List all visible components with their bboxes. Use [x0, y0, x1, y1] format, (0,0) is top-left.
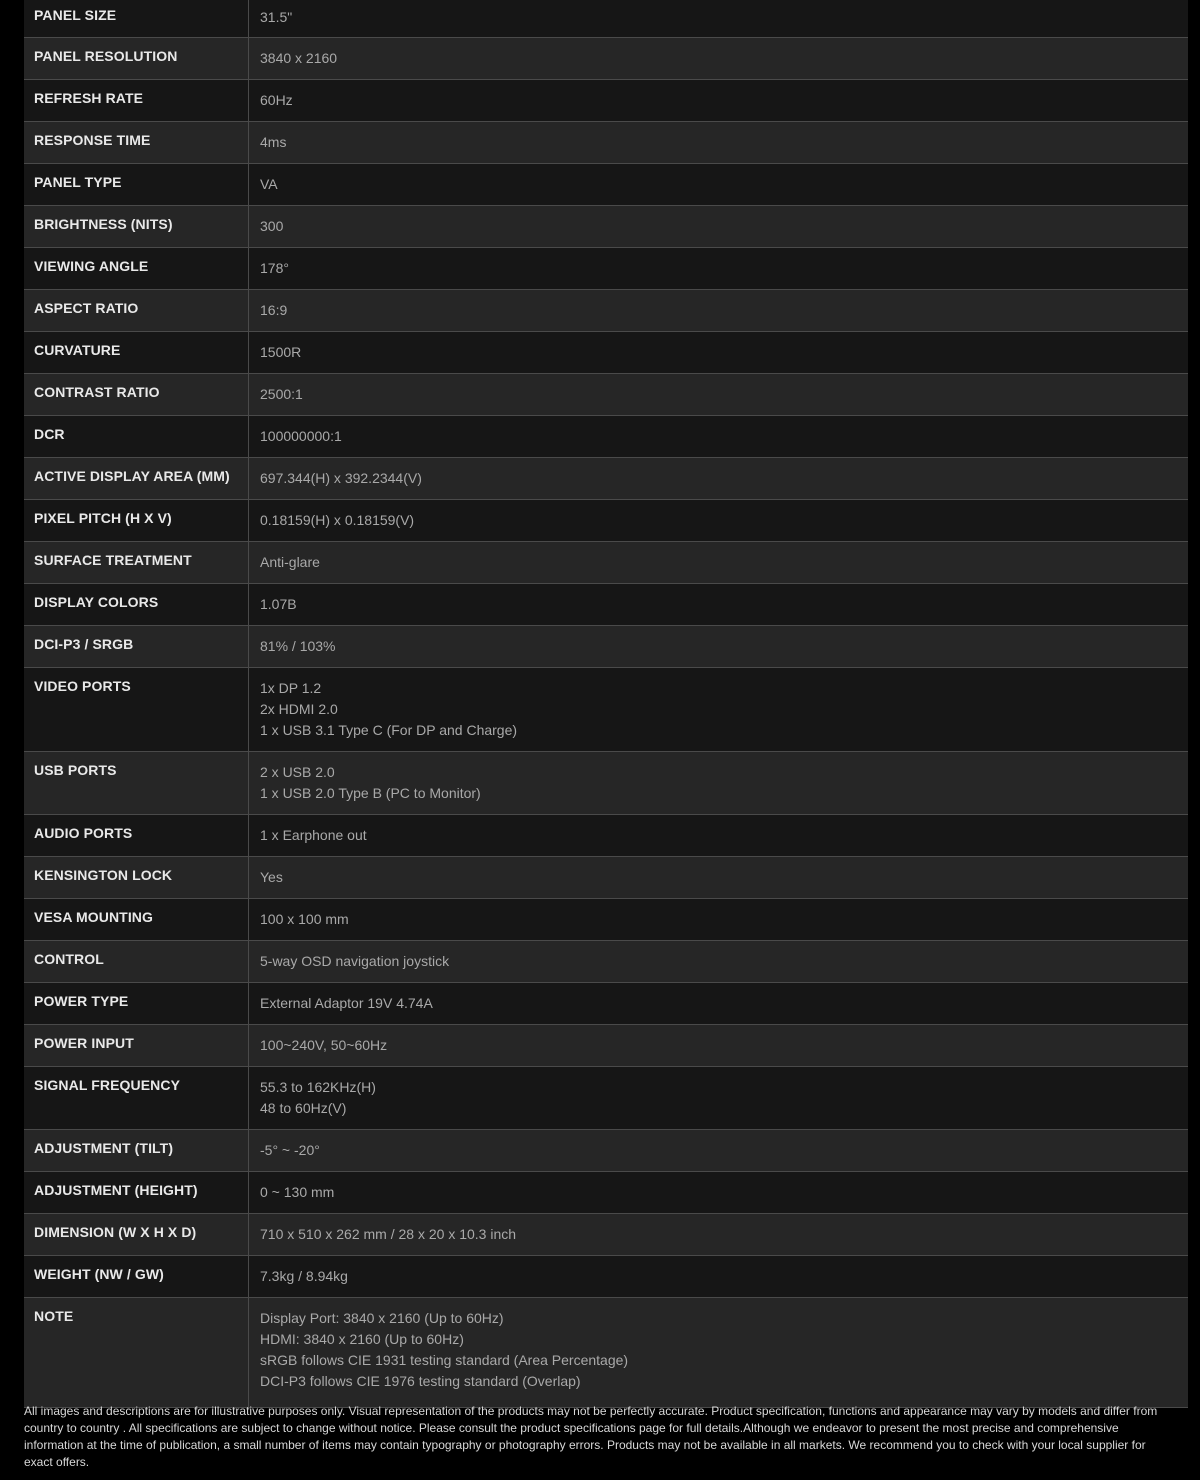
spec-value	[249, 941, 1188, 982]
spec-row	[24, 1172, 1188, 1214]
spec-value	[249, 164, 1188, 205]
spec-row	[24, 815, 1188, 857]
spec-value-line: 1.07B	[260, 596, 297, 612]
spec-value-line: 81% / 103%	[260, 638, 336, 654]
spec-value-line: 710 x 510 x 262 mm / 28 x 20 x 10.3 inch	[260, 1226, 517, 1242]
spec-value-line: 1 x USB 3.1 Type C (For DP and Charge)	[260, 722, 518, 738]
spec-value	[249, 1298, 1188, 1407]
spec-value	[249, 1025, 1188, 1066]
spec-row	[24, 290, 1188, 332]
spec-value-line: 31.5"	[260, 9, 293, 25]
spec-row	[24, 941, 1188, 983]
spec-value-line: 100~240V, 50~60Hz	[260, 1037, 388, 1053]
spec-value	[249, 500, 1188, 541]
spec-value	[249, 290, 1188, 331]
spec-label: CURVATURE	[24, 332, 249, 373]
spec-value-line: 697.344(H) x 392.2344(V)	[260, 470, 422, 486]
spec-value-line: 178°	[260, 260, 289, 276]
spec-value	[249, 752, 1188, 814]
spec-value-line: 300	[260, 218, 284, 234]
spec-label: VIDEO PORTS	[24, 668, 249, 751]
spec-row	[24, 1298, 1188, 1408]
spec-value-line: 16:9	[260, 302, 288, 318]
spec-row	[24, 206, 1188, 248]
spec-row	[24, 248, 1188, 290]
spec-value-line: External Adaptor 19V 4.74A	[260, 995, 433, 1011]
spec-value-line: 2500:1	[260, 386, 303, 402]
spec-value	[249, 1172, 1188, 1213]
spec-value-line: 1x DP 1.2	[260, 680, 322, 696]
spec-value	[249, 1067, 1188, 1129]
spec-value	[249, 584, 1188, 625]
spec-value	[249, 899, 1188, 940]
spec-label: DISPLAY COLORS	[24, 584, 249, 625]
spec-label: RESPONSE TIME	[24, 122, 249, 163]
spec-label: SIGNAL FREQUENCY	[24, 1067, 249, 1129]
spec-value	[249, 1214, 1188, 1255]
spec-label: CONTROL	[24, 941, 249, 982]
spec-row	[24, 752, 1188, 815]
spec-label: PANEL RESOLUTION	[24, 38, 249, 79]
spec-value	[249, 374, 1188, 415]
spec-row	[24, 1025, 1188, 1067]
spec-row	[24, 1214, 1188, 1256]
spec-label: AUDIO PORTS	[24, 815, 249, 856]
spec-value-line: Anti-glare	[260, 554, 320, 570]
spec-label: ACTIVE DISPLAY AREA (MM)	[24, 458, 249, 499]
spec-label: CONTRAST RATIO	[24, 374, 249, 415]
spec-value-line: 1 x Earphone out	[260, 827, 367, 843]
spec-value-line: 1 x USB 2.0 Type B (PC to Monitor)	[260, 785, 481, 801]
spec-label: NOTE	[24, 1298, 249, 1407]
spec-value	[249, 248, 1188, 289]
spec-row	[24, 1256, 1188, 1298]
spec-label: DIMENSION (W X H X D)	[24, 1214, 249, 1255]
spec-label: PANEL TYPE	[24, 164, 249, 205]
spec-row	[24, 584, 1188, 626]
spec-value-line: 55.3 to 162KHz(H)	[260, 1079, 376, 1095]
spec-value-line: 7.3kg / 8.94kg	[260, 1268, 348, 1284]
spec-label: VESA MOUNTING	[24, 899, 249, 940]
spec-label: DCI-P3 / SRGB	[24, 626, 249, 667]
spec-value-line: 100000000:1	[260, 428, 342, 444]
spec-row	[24, 416, 1188, 458]
spec-row	[24, 38, 1188, 80]
spec-value	[249, 80, 1188, 121]
spec-value-line: 60Hz	[260, 92, 293, 108]
spec-value-line: sRGB follows CIE 1931 testing standard (Area Percentage)	[260, 1352, 629, 1368]
spec-row	[24, 1130, 1188, 1172]
spec-value-line: 3840 x 2160	[260, 50, 338, 66]
spec-row	[24, 626, 1188, 668]
spec-value-line: Yes	[260, 869, 283, 885]
spec-row	[24, 0, 1188, 38]
spec-row	[24, 458, 1188, 500]
spec-value	[249, 0, 1188, 37]
spec-value-line: 2x HDMI 2.0	[260, 701, 338, 717]
spec-row	[24, 899, 1188, 941]
spec-label: VIEWING ANGLE	[24, 248, 249, 289]
spec-value	[249, 122, 1188, 163]
spec-row	[24, 374, 1188, 416]
spec-value-line: 2 x USB 2.0	[260, 764, 335, 780]
spec-label: PIXEL PITCH (H X V)	[24, 500, 249, 541]
spec-table	[24, 0, 1188, 1408]
spec-value	[249, 983, 1188, 1024]
spec-value-line: 4ms	[260, 134, 287, 150]
spec-label: PANEL SIZE	[24, 0, 249, 37]
spec-value-line: HDMI: 3840 x 2160 (Up to 60Hz)	[260, 1331, 464, 1347]
spec-value	[249, 668, 1188, 751]
spec-value	[249, 332, 1188, 373]
spec-value-line: -5° ~ -20°	[260, 1142, 320, 1158]
spec-value-line: 48 to 60Hz(V)	[260, 1100, 347, 1116]
spec-label: REFRESH RATE	[24, 80, 249, 121]
spec-value-line: 0 ~ 130 mm	[260, 1184, 335, 1200]
spec-label: DCR	[24, 416, 249, 457]
spec-value	[249, 458, 1188, 499]
spec-value-line: DCI-P3 follows CIE 1976 testing standard (Overlap)	[260, 1373, 581, 1389]
spec-label: POWER TYPE	[24, 983, 249, 1024]
spec-value	[249, 626, 1188, 667]
spec-label: ADJUSTMENT (HEIGHT)	[24, 1172, 249, 1213]
spec-label: KENSINGTON LOCK	[24, 857, 249, 898]
spec-row	[24, 542, 1188, 584]
spec-label: POWER INPUT	[24, 1025, 249, 1066]
spec-row	[24, 983, 1188, 1025]
spec-label: SURFACE TREATMENT	[24, 542, 249, 583]
disclaimer-text: All images and descriptions are for illustrative purposes only. Visual representation of the products may not be perfectly accurate. Product specification, functions and appearance may vary by models and differ from country to country . All specifications are subject to change without notice. Please consult the product specifications page for full details.Although we endeavor to present the most precise and comprehensive information at the time of publication, a small number of items may contain typography or photography errors. Products may not be available in all markets. We recommend you to check with your local supplier for exact offers.	[24, 1404, 1158, 1469]
spec-row	[24, 857, 1188, 899]
spec-value	[249, 416, 1188, 457]
spec-value	[249, 815, 1188, 856]
spec-row	[24, 500, 1188, 542]
spec-value	[249, 1256, 1188, 1297]
spec-value-line: 0.18159(H) x 0.18159(V)	[260, 512, 415, 528]
spec-row	[24, 122, 1188, 164]
spec-row	[24, 80, 1188, 122]
spec-label: BRIGHTNESS (NITS)	[24, 206, 249, 247]
spec-value	[249, 1130, 1188, 1171]
spec-value	[249, 542, 1188, 583]
spec-value	[249, 857, 1188, 898]
spec-row	[24, 1067, 1188, 1130]
spec-row	[24, 164, 1188, 206]
spec-value-line: VA	[260, 176, 278, 192]
spec-value-line: 100 x 100 mm	[260, 911, 349, 927]
spec-value-line: Display Port: 3840 x 2160 (Up to 60Hz)	[260, 1310, 504, 1326]
spec-label: ASPECT RATIO	[24, 290, 249, 331]
spec-value-line: 5-way OSD navigation joystick	[260, 953, 450, 969]
spec-value-line: 1500R	[260, 344, 302, 360]
spec-value	[249, 38, 1188, 79]
spec-row	[24, 332, 1188, 374]
spec-value	[249, 206, 1188, 247]
spec-label: WEIGHT (NW / GW)	[24, 1256, 249, 1297]
spec-row	[24, 668, 1188, 752]
spec-label: ADJUSTMENT (TILT)	[24, 1130, 249, 1171]
spec-label: USB PORTS	[24, 752, 249, 814]
